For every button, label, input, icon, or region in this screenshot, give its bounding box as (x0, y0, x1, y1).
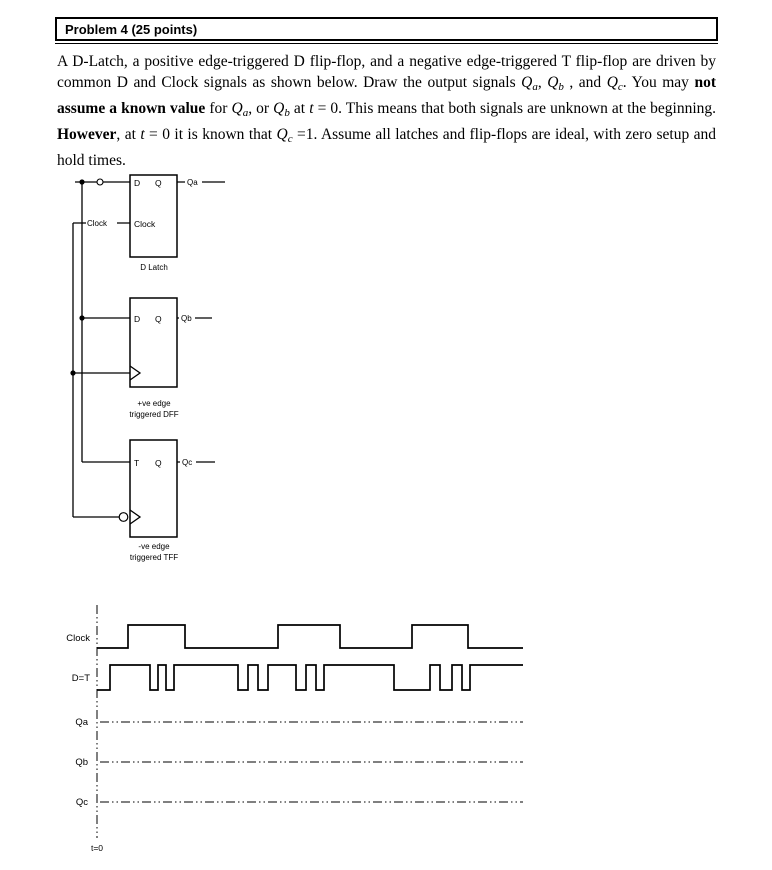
junction-dot (70, 370, 75, 375)
neg-edge-tff-gate (130, 440, 215, 562)
text-segment: c (617, 81, 623, 93)
text-segment: Q (521, 74, 533, 91)
text-segment: Q (606, 74, 618, 91)
qb-output-label: Qb (181, 314, 192, 323)
text-segment: =1. Assume all latches and flip-flops are ideal, with zero setup and hold times. (57, 126, 716, 169)
text-segment: A D-Latch, a positive edge-triggered D flip-flop, and a negative edge-triggered T flip-flop are driven by common D and Clock signals as shown below. Draw the output signals (57, 53, 716, 91)
qb-signal-label: Qb (75, 757, 88, 768)
text-segment: . You may (622, 74, 695, 91)
circuit-wires (70, 179, 130, 521)
text-segment: Q (273, 100, 285, 117)
tff-t-pin-label: T (134, 458, 140, 468)
text-segment: not assume a known value (57, 74, 716, 117)
d-latch-caption: D Latch (140, 263, 168, 272)
dff-q-pin-label: Q (155, 314, 162, 324)
text-segment: , at (116, 126, 141, 143)
text-segment: Q (547, 74, 559, 91)
pos-edge-dff-gate (129, 298, 212, 419)
d-latch-d-pin-label: D (134, 178, 141, 188)
text-segment: , and (563, 74, 607, 91)
qa-signal-label: Qa (75, 717, 88, 728)
tff-q-pin-label: Q (155, 458, 162, 468)
d-latch-gate (130, 175, 225, 272)
text-segment: a (242, 107, 249, 119)
text-segment: Q (231, 100, 243, 117)
problem-statement (57, 51, 716, 171)
clock-waveform (97, 625, 523, 648)
dt-signal-label: D=T (71, 673, 90, 684)
dff-caption-line1: +ve edge (137, 399, 171, 408)
text-segment: , or (248, 100, 274, 117)
text-segment: t (140, 126, 145, 143)
wire-connector-circle (97, 179, 103, 185)
text-segment: at (289, 100, 310, 117)
text-segment: b (284, 107, 290, 119)
text-segment: = 0. This means that both signals are unknown at the beginning. (313, 100, 717, 117)
qa-output-label: Qa (187, 178, 198, 187)
problem-title: Problem 4 (25 points) (65, 21, 198, 37)
d-latch-clock-pin-label: Clock (134, 219, 156, 229)
problem-title-box (55, 17, 718, 41)
timing-diagram-svg (40, 595, 560, 865)
junction-dot (79, 179, 84, 184)
text-segment: a (532, 81, 538, 93)
text-segment: for (205, 100, 232, 117)
text-segment: c (287, 133, 293, 145)
clock-wire-label: Clock (87, 219, 108, 228)
text-segment: However (57, 126, 117, 143)
d-latch-q-pin-label: Q (155, 178, 162, 188)
title-divider-rule (55, 43, 718, 44)
dff-box (130, 298, 177, 387)
t0-axis-label: t=0 (90, 843, 104, 853)
d-t-waveform (97, 665, 523, 690)
tff-caption-line2: triggered TFF (129, 553, 179, 562)
qc-signal-label: Qc (75, 797, 88, 808)
text-segment: t (309, 100, 314, 117)
tff-caption-line1: -ve edge (138, 542, 170, 551)
dff-caption-line2: triggered DFF (129, 410, 179, 419)
text-segment: b (558, 81, 564, 93)
text-segment: Q (276, 126, 288, 143)
negation-bubble-icon (119, 513, 128, 522)
clock-signal-label: Clock (66, 633, 90, 644)
qc-output-label: Qc (182, 458, 193, 467)
text-segment: = 0 it is known that (144, 126, 277, 143)
junction-dot (79, 315, 84, 320)
text-segment: , (537, 74, 548, 91)
tff-box (130, 440, 177, 537)
dff-d-pin-label: D (134, 314, 141, 324)
circuit-diagram-svg (55, 165, 335, 575)
